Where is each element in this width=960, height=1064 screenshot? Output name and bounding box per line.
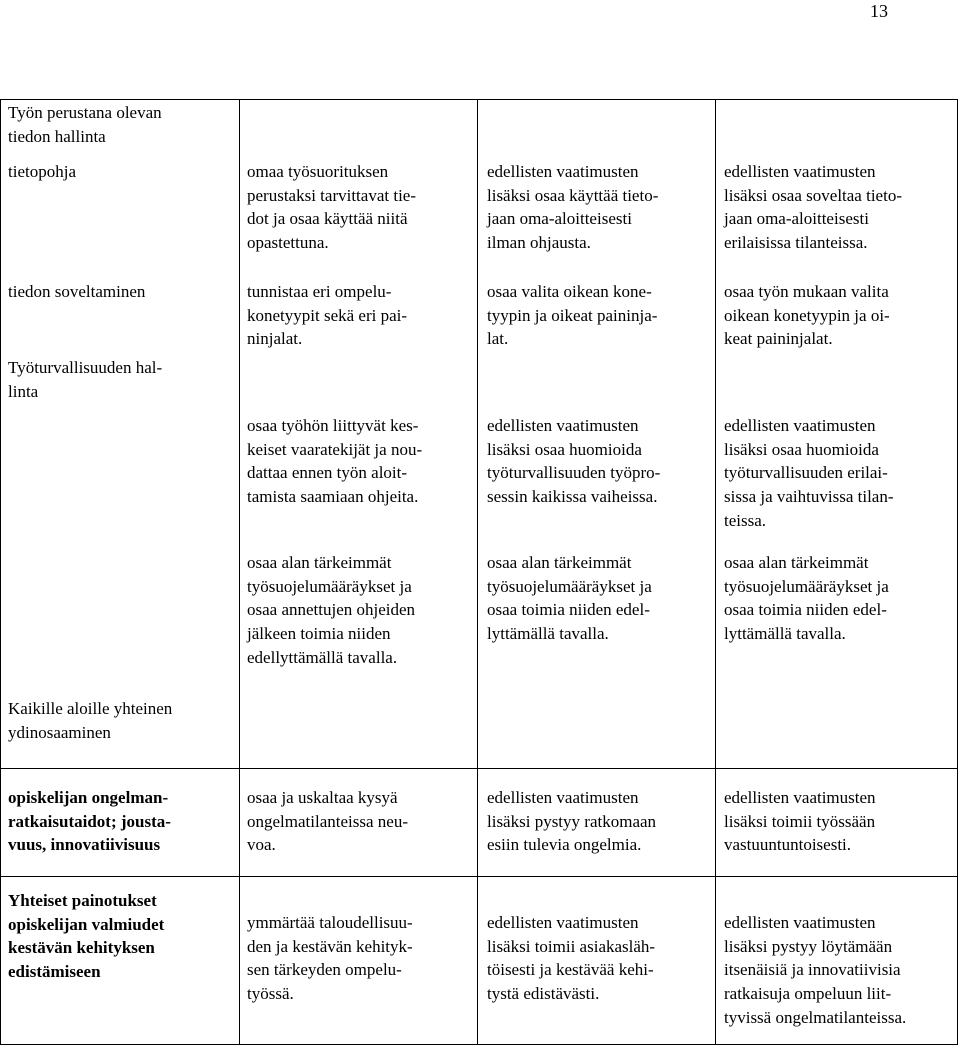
cell-kestava-kehitys-level-1: ymmärtää taloudellisuu- den ja kestävän kehityk- sen tärkeyden ompelu- työssä. <box>247 913 413 1004</box>
page-number: 13 <box>870 1 888 21</box>
table-rule-core <box>0 768 958 769</box>
cell-ongelmanratkaisu-level-3: edellisten vaatimusten lisäksi toimii työssään vastuuntuntoisesti. <box>724 788 876 855</box>
cell-tyoturvallisuus-a-level-2: edellisten vaatimusten lisäksi osaa huomioida työturvallisuuden työpro- sessin kaikissa vaiheissa. <box>487 416 661 507</box>
cell-tyoturvallisuus-b-level-1: osaa alan tärkeimmät työsuojelumääräykset ja osaa annettujen ohjeiden jälkeen toimia niiden edellyttämällä tavalla. <box>247 553 416 667</box>
table-rule-top <box>0 99 958 100</box>
section-heading-core-competence: Kaikille aloille yhteinen ydinosaaminen <box>8 699 173 742</box>
cell-ongelmanratkaisu-level-2: edellisten vaatimusten lisäksi pystyy ratkomaan esiin tulevia ongelmia. <box>487 788 657 855</box>
cell-tyoturvallisuus-b-level-2: osaa alan tärkeimmät työsuojelumääräykset ja osaa toimia niiden edel- lyttämällä tavalla. <box>487 553 652 644</box>
cell-tietopohja-level-1: omaa työsuorituksen perustaksi tarvittavat tie- dot ja osaa käyttää niitä opastettuna. <box>247 162 416 253</box>
row-label-tietopohja: tietopohja <box>8 162 76 181</box>
cell-tyoturvallisuus-a-level-1: osaa työhön liittyvät kes- keiset vaaratekijät ja nou- dattaa ennen työn aloit- tamista saamiaan ohjeita. <box>247 416 423 507</box>
cell-kestava-kehitys-level-2: edellisten vaatimusten lisäksi toimii asiakasläh- töisesti ja kestävää kehi- tystä edistävästi. <box>487 913 656 1004</box>
row-label-ongelmanratkaisu: opiskelijan ongelman- ratkaisutaidot; jousta- vuus, innovatiivisuus <box>8 788 171 855</box>
cell-soveltaminen-level-1: tunnistaa eri ompelu- konetyypit sekä eri pai- ninjalat. <box>247 282 408 349</box>
cell-tyoturvallisuus-b-level-3: osaa alan tärkeimmät työsuojelumääräykset ja osaa toimia niiden edel- lyttämällä tavalla. <box>724 553 889 644</box>
cell-tietopohja-level-2: edellisten vaatimusten lisäksi osaa käyttää tieto- jaan oma-aloitteisesti ilman ohjausta. <box>487 162 659 253</box>
table-border-left <box>0 99 1 1045</box>
cell-ongelmanratkaisu-level-1: osaa ja uskaltaa kysyä ongelmatilanteissa neu- voa. <box>247 788 408 855</box>
column-divider-3 <box>715 99 716 1045</box>
row-label-kestava-kehitys: Yhteiset painotukset opiskelijan valmiudet kestävän kehityksen edistämiseen <box>8 891 165 982</box>
cell-tyoturvallisuus-a-level-3: edellisten vaatimusten lisäksi osaa huomioida työturvallisuuden erilai- sissa ja vaihtuvissa tilan- teissa. <box>724 416 894 530</box>
row-label-tyoturvallisuus: Työturvallisuuden hal- linta <box>8 358 163 401</box>
cell-kestava-kehitys-level-3: edellisten vaatimusten lisäksi pystyy löytämään itsenäisiä ja innovatiivisia ratkaisuja ompeluun liit- tyvissä ongelmatilanteissa. <box>724 913 907 1027</box>
row-label-tiedon-soveltaminen: tiedon soveltaminen <box>8 282 146 301</box>
cell-tietopohja-level-3: edellisten vaatimusten lisäksi osaa soveltaa tieto- jaan oma-aloitteisesti erilaisissa tilanteissa. <box>724 162 902 253</box>
section-heading-knowledge: Työn perustana olevan tiedon hallinta <box>8 103 162 146</box>
column-divider-1 <box>239 99 240 1045</box>
table-rule-sustainability <box>0 876 958 877</box>
table-rule-bottom <box>0 1044 958 1045</box>
column-divider-2 <box>477 99 478 1045</box>
cell-soveltaminen-level-3: osaa työn mukaan valita oikean konetyypin ja oi- keat paininjalat. <box>724 282 890 349</box>
table-border-right <box>957 99 958 1045</box>
cell-soveltaminen-level-2: osaa valita oikean kone- tyypin ja oikeat paininja- lat. <box>487 282 658 349</box>
